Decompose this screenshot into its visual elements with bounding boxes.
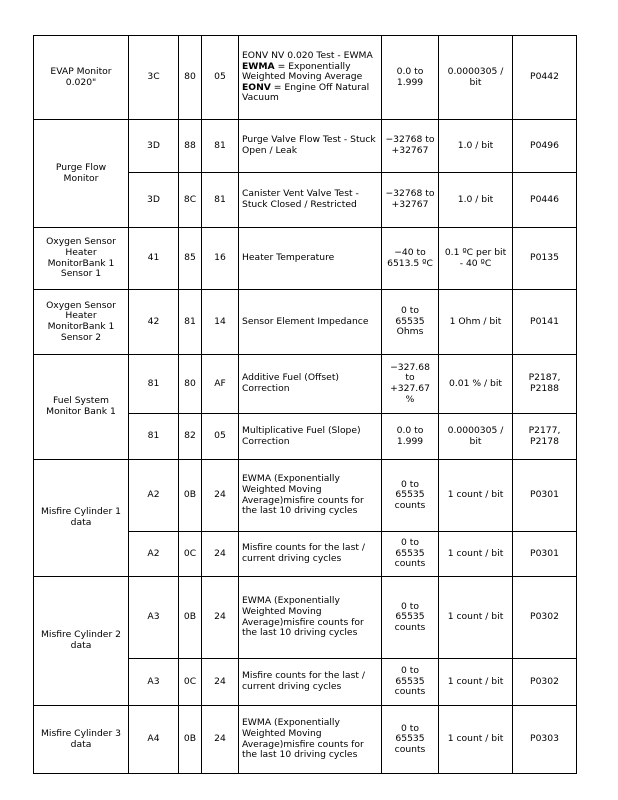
dtc-cell-text: P0303 bbox=[530, 733, 559, 745]
description-text: Multiplicative Fuel (Slope) Correction bbox=[242, 424, 361, 447]
comp-id-cell-text: 0B bbox=[183, 489, 197, 501]
dtc-cell-text: P0301 bbox=[530, 547, 559, 559]
table-row bbox=[34, 706, 577, 774]
monitor-name-line: Heater bbox=[65, 310, 97, 322]
monitor-name-line: Fuel System bbox=[53, 395, 109, 407]
dtc-cell bbox=[513, 414, 577, 460]
scaling-cell-text: 0.0000305 / bit bbox=[447, 424, 504, 447]
dtc-cell-text: P0301 bbox=[530, 489, 559, 501]
scaling-id-cell-text: 24 bbox=[214, 675, 226, 687]
description-cell bbox=[239, 173, 382, 228]
description-cell bbox=[239, 532, 382, 577]
range-cell-text: 0.0 to 1.999 bbox=[396, 65, 424, 88]
test-id-cell-text: 81 bbox=[147, 430, 160, 442]
range-cell bbox=[382, 460, 439, 532]
scaling-id-cell-text: 24 bbox=[214, 733, 226, 745]
monitor-name-cell bbox=[34, 36, 129, 120]
comp-id-cell bbox=[179, 290, 202, 355]
scaling-id-cell bbox=[202, 414, 239, 460]
monitor-name-line: Oxygen Sensor bbox=[46, 299, 116, 311]
scaling-cell bbox=[439, 460, 513, 532]
description-cell bbox=[239, 706, 382, 774]
range-cell bbox=[382, 290, 439, 355]
scaling-id-cell bbox=[202, 460, 239, 532]
dtc-cell bbox=[513, 173, 577, 228]
monitor-name-cell bbox=[34, 577, 129, 706]
description-text: EONV NV 0.020 Test - EWMA bbox=[242, 50, 373, 62]
test-id-cell-text: A3 bbox=[147, 611, 160, 623]
range-cell-text: 0.0 to 1.999 bbox=[396, 424, 424, 447]
scaling-cell bbox=[439, 355, 513, 414]
dtc-cell-text: P0141 bbox=[530, 315, 559, 327]
table-row bbox=[34, 460, 577, 532]
monitor-test-table bbox=[33, 35, 577, 774]
description-text: Misfire counts for the last / current driving cycles bbox=[242, 670, 365, 692]
scaling-id-cell-text: 16 bbox=[214, 252, 226, 264]
dtc-cell-text: P0135 bbox=[530, 252, 559, 264]
scaling-cell-text: 0.0000305 / bit bbox=[447, 65, 504, 88]
description-text: EWMA (Exponentially Weighted Moving Average)misfire counts for the last 10 driving cycles bbox=[242, 473, 364, 517]
scaling-cell bbox=[439, 577, 513, 659]
monitor-name-line: Oxygen Sensor bbox=[46, 236, 116, 248]
scaling-id-cell bbox=[202, 173, 239, 228]
monitor-name-line: Purge Flow bbox=[55, 161, 107, 173]
monitor-name-line: Misfire Cylinder 2 bbox=[40, 629, 121, 641]
range-cell-text: −32768 to +32767 bbox=[385, 188, 435, 210]
dtc-cell bbox=[513, 659, 577, 706]
range-cell bbox=[382, 355, 439, 414]
table-row bbox=[34, 577, 577, 659]
monitor-name-line: data bbox=[70, 738, 92, 750]
monitor-name-cell bbox=[34, 460, 129, 577]
test-id-cell-text: 81 bbox=[147, 377, 160, 389]
range-cell bbox=[382, 36, 439, 120]
scaling-cell bbox=[439, 706, 513, 774]
comp-id-cell bbox=[179, 355, 202, 414]
description-text: = Engine Off Natural Vacuum bbox=[242, 81, 370, 104]
range-cell-text: −40 to 6513.5 ºC bbox=[387, 246, 433, 269]
range-cell-text: −327.68 to +327.67 % bbox=[390, 361, 430, 405]
comp-id-cell-text: 85 bbox=[184, 252, 196, 264]
comp-id-cell bbox=[179, 173, 202, 228]
scaling-cell bbox=[439, 532, 513, 577]
test-id-cell-text: 3D bbox=[147, 193, 160, 205]
comp-id-cell bbox=[179, 36, 202, 120]
comp-id-cell-text: 88 bbox=[184, 139, 196, 151]
monitor-name-line: Misfire Cylinder 3 bbox=[40, 727, 121, 739]
dtc-cell-text: P2187, P2188 bbox=[528, 372, 561, 394]
description-text: = Exponentially Weighted Moving Average bbox=[242, 60, 363, 83]
test-id-cell-text: A2 bbox=[147, 489, 160, 501]
dtc-cell bbox=[513, 355, 577, 414]
scaling-id-cell-text: 81 bbox=[214, 193, 226, 205]
range-cell bbox=[382, 414, 439, 460]
scaling-id-cell-text: 14 bbox=[214, 315, 226, 327]
scaling-id-cell-text: 24 bbox=[214, 547, 226, 559]
dtc-cell bbox=[513, 706, 577, 774]
test-id-cell-text: A4 bbox=[147, 733, 160, 745]
description-term: EWMA bbox=[242, 60, 275, 72]
dtc-cell-text: P0496 bbox=[530, 139, 559, 151]
comp-id-cell-text: 82 bbox=[184, 430, 196, 442]
scaling-cell bbox=[439, 36, 513, 120]
comp-id-cell-text: 8C bbox=[183, 193, 197, 205]
table-row bbox=[34, 290, 577, 355]
scaling-cell bbox=[439, 228, 513, 290]
test-id-cell bbox=[129, 706, 179, 774]
comp-id-cell bbox=[179, 414, 202, 460]
range-cell-text: 0 to 65535 counts bbox=[394, 722, 426, 755]
dtc-cell-text: P0442 bbox=[530, 71, 559, 83]
test-id-cell bbox=[129, 173, 179, 228]
table-row bbox=[34, 36, 577, 120]
range-cell-text: 0 to 65535 counts bbox=[394, 478, 426, 511]
comp-id-cell-text: 80 bbox=[184, 71, 196, 83]
test-id-cell bbox=[129, 120, 179, 173]
description-text: Canister Vent Valve Test - Stuck Closed / Restricted bbox=[242, 188, 359, 210]
scaling-cell bbox=[439, 173, 513, 228]
range-cell-text: 0 to 65535 counts bbox=[394, 600, 426, 633]
scaling-cell-text: 1 count / bit bbox=[447, 611, 504, 623]
scaling-cell-text: 1 count / bit bbox=[447, 733, 504, 745]
dtc-cell bbox=[513, 532, 577, 577]
monitor-name-line: data bbox=[70, 517, 92, 528]
monitor-name-line: Monitor Bank 1 bbox=[46, 406, 116, 417]
comp-id-cell bbox=[179, 706, 202, 774]
monitor-name-line: MonitorBank 1 bbox=[47, 321, 115, 332]
test-id-cell bbox=[129, 355, 179, 414]
description-cell bbox=[239, 659, 382, 706]
scaling-cell-text: 1 Ohm / bit bbox=[449, 315, 502, 327]
comp-id-cell bbox=[179, 120, 202, 173]
comp-id-cell-text: 80 bbox=[184, 377, 196, 389]
test-id-cell bbox=[129, 532, 179, 577]
range-cell-text: 0 to 65535 counts bbox=[394, 665, 426, 698]
comp-id-cell bbox=[179, 532, 202, 577]
scaling-id-cell bbox=[202, 706, 239, 774]
range-cell bbox=[382, 120, 439, 173]
scaling-id-cell bbox=[202, 355, 239, 414]
test-id-cell bbox=[129, 228, 179, 290]
dtc-cell bbox=[513, 290, 577, 355]
dtc-cell bbox=[513, 577, 577, 659]
monitor-name-line: 0.020" bbox=[65, 76, 97, 88]
monitor-name-line: EVAP Monitor bbox=[50, 65, 112, 77]
monitor-name-cell bbox=[34, 290, 129, 355]
monitor-name-line: data bbox=[70, 640, 92, 651]
scaling-id-cell bbox=[202, 290, 239, 355]
dtc-cell bbox=[513, 36, 577, 120]
comp-id-cell-text: 0C bbox=[183, 675, 197, 687]
description-text: Purge Valve Flow Test - Stuck Open / Leak bbox=[242, 134, 376, 156]
scaling-cell bbox=[439, 414, 513, 460]
description-cell bbox=[239, 120, 382, 173]
dtc-cell-text: P0302 bbox=[530, 675, 559, 687]
scaling-id-cell-text: AF bbox=[214, 377, 226, 389]
comp-id-cell bbox=[179, 577, 202, 659]
description-text: Sensor Element Impedance bbox=[242, 315, 369, 327]
range-cell-text: −32768 to +32767 bbox=[385, 134, 435, 156]
test-id-cell-text: 3C bbox=[147, 71, 160, 83]
monitor-name-line: Sensor 2 bbox=[60, 331, 102, 343]
scaling-id-cell-text: 05 bbox=[214, 71, 226, 83]
comp-id-cell bbox=[179, 659, 202, 706]
comp-id-cell-text: 81 bbox=[184, 315, 196, 327]
scaling-cell-text: 1 count / bit bbox=[447, 675, 504, 687]
test-id-cell-text: 3D bbox=[147, 139, 160, 151]
description-text: Heater Temperature bbox=[242, 252, 335, 264]
dtc-cell bbox=[513, 460, 577, 532]
scaling-id-cell bbox=[202, 36, 239, 120]
description-term: EONV bbox=[242, 81, 271, 93]
scaling-id-cell-text: 81 bbox=[214, 139, 226, 151]
scaling-id-cell bbox=[202, 532, 239, 577]
test-id-cell-text: A3 bbox=[147, 675, 160, 687]
dtc-cell-text: P2177, P2178 bbox=[528, 424, 561, 447]
description-cell bbox=[239, 414, 382, 460]
description-text: Additive Fuel (Offset) Correction bbox=[242, 372, 340, 394]
table-row bbox=[34, 228, 577, 290]
monitor-name-cell bbox=[34, 228, 129, 290]
range-cell bbox=[382, 532, 439, 577]
description-text: EWMA (Exponentially Weighted Moving Average)misfire counts for the last 10 driving cycles bbox=[242, 717, 364, 761]
scaling-id-cell-text: 05 bbox=[214, 430, 226, 442]
monitor-name-cell bbox=[34, 355, 129, 460]
table-row bbox=[34, 355, 577, 414]
test-id-cell bbox=[129, 460, 179, 532]
test-id-cell bbox=[129, 414, 179, 460]
scaling-id-cell bbox=[202, 120, 239, 173]
table-row bbox=[34, 120, 577, 173]
test-id-cell-text: 42 bbox=[147, 315, 160, 327]
dtc-cell-text: P0446 bbox=[530, 193, 559, 205]
test-id-cell bbox=[129, 659, 179, 706]
range-cell bbox=[382, 659, 439, 706]
monitor-name-line: Heater bbox=[65, 246, 97, 258]
scaling-id-cell bbox=[202, 228, 239, 290]
scaling-cell-text: 1.0 / bit bbox=[457, 193, 494, 205]
monitor-name-cell bbox=[34, 706, 129, 774]
dtc-cell bbox=[513, 120, 577, 173]
test-id-cell-text: 41 bbox=[147, 252, 160, 264]
monitor-name-cell bbox=[34, 120, 129, 228]
description-cell bbox=[239, 36, 382, 120]
test-id-cell bbox=[129, 36, 179, 120]
comp-id-cell bbox=[179, 460, 202, 532]
scaling-id-cell bbox=[202, 577, 239, 659]
scaling-cell bbox=[439, 290, 513, 355]
monitor-name-line: Misfire Cylinder 1 bbox=[40, 506, 121, 518]
table-body bbox=[34, 36, 577, 774]
scaling-cell-text: 0.01 % / bit bbox=[448, 377, 503, 389]
monitor-name-line: Sensor 1 bbox=[60, 268, 102, 280]
range-cell bbox=[382, 577, 439, 659]
description-cell bbox=[239, 355, 382, 414]
test-id-cell bbox=[129, 290, 179, 355]
test-id-cell bbox=[129, 577, 179, 659]
monitor-name-line: Monitor bbox=[63, 172, 99, 184]
description-cell bbox=[239, 460, 382, 532]
range-cell bbox=[382, 228, 439, 290]
dtc-cell bbox=[513, 228, 577, 290]
range-cell-text: 0 to 65535 counts bbox=[394, 537, 426, 570]
description-text: Misfire counts for the last / current driving cycles bbox=[242, 542, 365, 564]
scaling-id-cell bbox=[202, 659, 239, 706]
scaling-cell bbox=[439, 659, 513, 706]
scaling-cell-text: 1.0 / bit bbox=[457, 139, 494, 151]
comp-id-cell-text: 0C bbox=[183, 547, 197, 559]
comp-id-cell-text: 0B bbox=[183, 611, 197, 623]
description-cell bbox=[239, 228, 382, 290]
dtc-cell-text: P0302 bbox=[530, 611, 559, 623]
scaling-cell-text: 0.1 ºC per bit - 40 ºC bbox=[444, 246, 507, 269]
range-cell-text: 0 to 65535 Ohms bbox=[395, 305, 425, 338]
monitor-name-line: MonitorBank 1 bbox=[47, 257, 115, 269]
range-cell bbox=[382, 173, 439, 228]
scaling-cell-text: 1 count / bit bbox=[447, 489, 504, 501]
test-id-cell-text: A2 bbox=[147, 547, 160, 559]
scaling-id-cell-text: 24 bbox=[214, 489, 226, 501]
comp-id-cell-text: 0B bbox=[183, 733, 197, 745]
scaling-cell-text: 1 count / bit bbox=[447, 547, 504, 559]
comp-id-cell bbox=[179, 228, 202, 290]
description-cell bbox=[239, 290, 382, 355]
description-cell bbox=[239, 577, 382, 659]
range-cell bbox=[382, 706, 439, 774]
scaling-cell bbox=[439, 120, 513, 173]
description-text: EWMA (Exponentially Weighted Moving Average)misfire counts for the last 10 driving cycles bbox=[242, 595, 364, 639]
scaling-id-cell-text: 24 bbox=[214, 611, 226, 623]
